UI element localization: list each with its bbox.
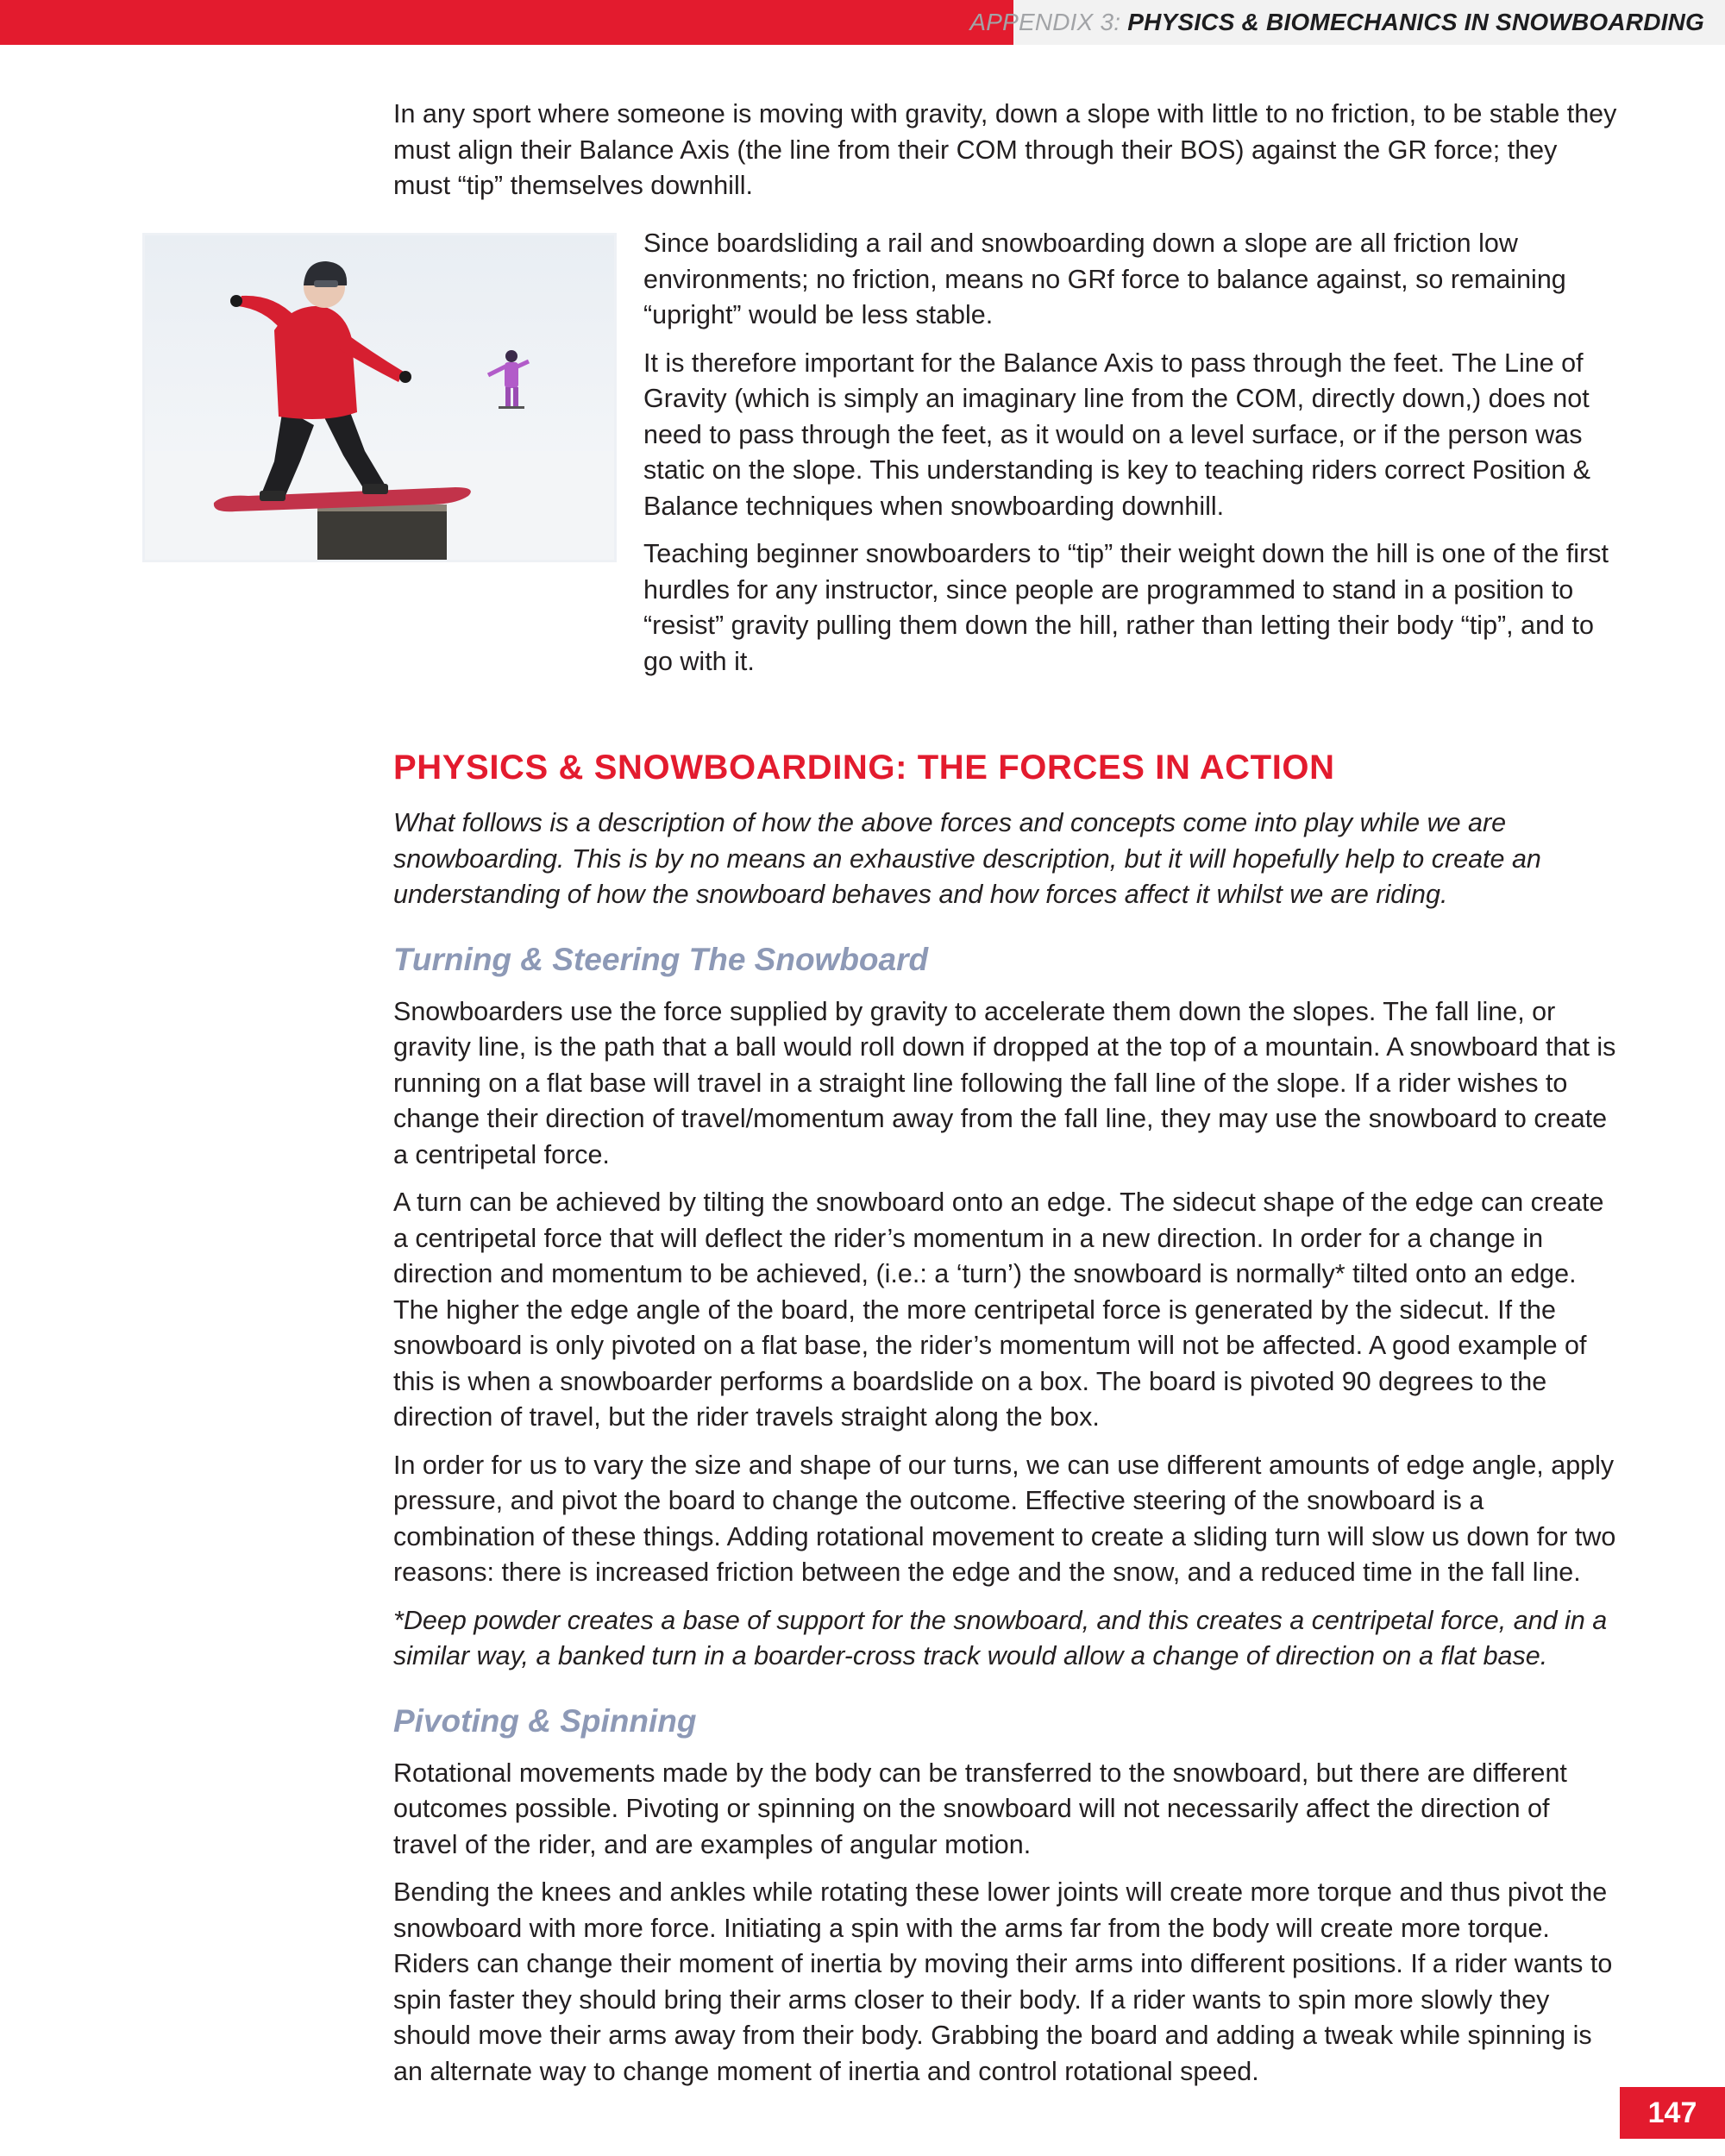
- turning-paragraph-2: A turn can be achieved by tilting the snowboard onto an edge. The sidecut shape of the edge can create a centripetal force that will deflect the rider’s momentum in a new direction. In order for a change in direction and momentum to be achieved, (i.e.: a ‘turn’) the snowboard is normally* tilted onto an edge. The higher the edge angle of the board, the more centripetal force is generated by the sidecut. If the snowboard is only pivoted on a flat base, the rider’s momentum will not be affected. A good example of this is when a snowboarder performs a boardslide on a box. The board is pivoted 90 degrees to the direction of travel, but the rider travels straight along the box.: [393, 1188, 1604, 1432]
- photo-side-text: [643, 226, 1618, 680]
- running-header: [0, 0, 1725, 45]
- pivoting-paragraph-1: Rotational movements made by the body can be transferred to the snowboard, but there are different outcomes possible. Pivoting or spinning on the snowboard will not necessarily affect the direction of travel of the rider, and are examples of angular motion.: [393, 1758, 1567, 1859]
- turning-paragraph-3: In order for us to vary the size and shape of our turns, we can use different amounts of edge angle, apply pressure, and pivot the board to change the outcome. Effective steering of the snowboard is a combination of these things. Adding rotational movement to create a sliding turn will slow us down for two reasons: there is increased friction between the edge and the snow, and a reduced time in the fall line.: [393, 1450, 1616, 1587]
- side-paragraph-1: Since boardsliding a rail and snowboarding down a slope are all friction low environments; no friction, means no GRf force to balance against, so remaining “upright” would be less stable.: [643, 229, 1566, 329]
- section-intro: What follows is a description of how the above forces and concepts come into play while we are snowboarding. This is by no means an exhaustive description, but it will hopefully help to create an understanding of how the snowboard behaves and how forces affect it whilst we are riding.: [393, 808, 1541, 909]
- header-red-band: [0, 0, 1013, 45]
- pivoting-paragraph-2: Bending the knees and ankles while rotating these lower joints will create more torque and thus pivot the snowboard with more force. Initiating a spin with the arms far from the body will create more torque. Riders can change their moment of inertia by moving their arms into different positions. If a rider wants to spin faster they should bring their arms closer to their body. If a rider wants to spin more slowly they should move their arms away from their body. Grabbing the board and adding a tweak while spinning is an alternate way to change moment of inertia and control rotational speed.: [393, 1877, 1613, 2086]
- turning-footnote: *Deep powder creates a base of support for the snowboard, and this creates a centripetal force, and in a similar way, a banked turn in a boarder-cross track would allow a change of direction on a flat base.: [393, 1605, 1608, 1670]
- turning-paragraph-1: Snowboarders use the force supplied by gravity to accelerate them down the slopes. The fall line, or gravity line, is the path that a ball would roll down if dropped at the top of a mountain. A snowboard that is running on a flat base will travel in a straight line following the fall line of the slope. If a rider wishes to change their direction of travel/momentum away from the fall line, they may use the snowboard to create a centripetal force.: [393, 996, 1616, 1169]
- section-title: PHYSICS & SNOWBOARDING: THE FORCES IN ACTION: [393, 749, 1335, 787]
- running-head-text: [969, 9, 1704, 36]
- appendix-title: PHYSICS & BIOMECHANICS IN SNOWBOARDING: [1127, 9, 1704, 35]
- side-paragraph-2: It is therefore important for the Balance Axis to pass through the feet. The Line of Gravity (which is simply an imaginary line from the COM, directly down,) does not need to pass through the feet, as it would on a level surface, or if the person was static on the slope. This understanding is key to teaching riders correct Position & Balance techniques when snowboarding downhill.: [643, 348, 1591, 521]
- section-body: [393, 805, 1618, 2090]
- intro-paragraph: In any sport where someone is moving with gravity, down a slope with little to no friction, to be stable they must align their Balance Axis (the line from their COM through their BOS) against the GR force; they must “tip” themselves downhill.: [393, 99, 1617, 200]
- photo-illustration: [145, 235, 617, 562]
- appendix-label: APPENDIX 3:: [969, 9, 1128, 35]
- intro-block: [393, 97, 1618, 204]
- turning-heading: Turning & Steering The Snowboard: [393, 941, 929, 977]
- snowboarder-boardslide-photo: [142, 233, 617, 562]
- side-paragraph-3: Teaching beginner snowboarders to “tip” their weight down the hill is one of the first hurdles for any instructor, since people are programmed to stand in a position to “resist” gravity pulling them down the hill, rather than letting their body “tip”, and to go with it.: [643, 539, 1609, 676]
- page-number: 147: [1620, 2087, 1725, 2139]
- pivoting-heading: Pivoting & Spinning: [393, 1702, 697, 1739]
